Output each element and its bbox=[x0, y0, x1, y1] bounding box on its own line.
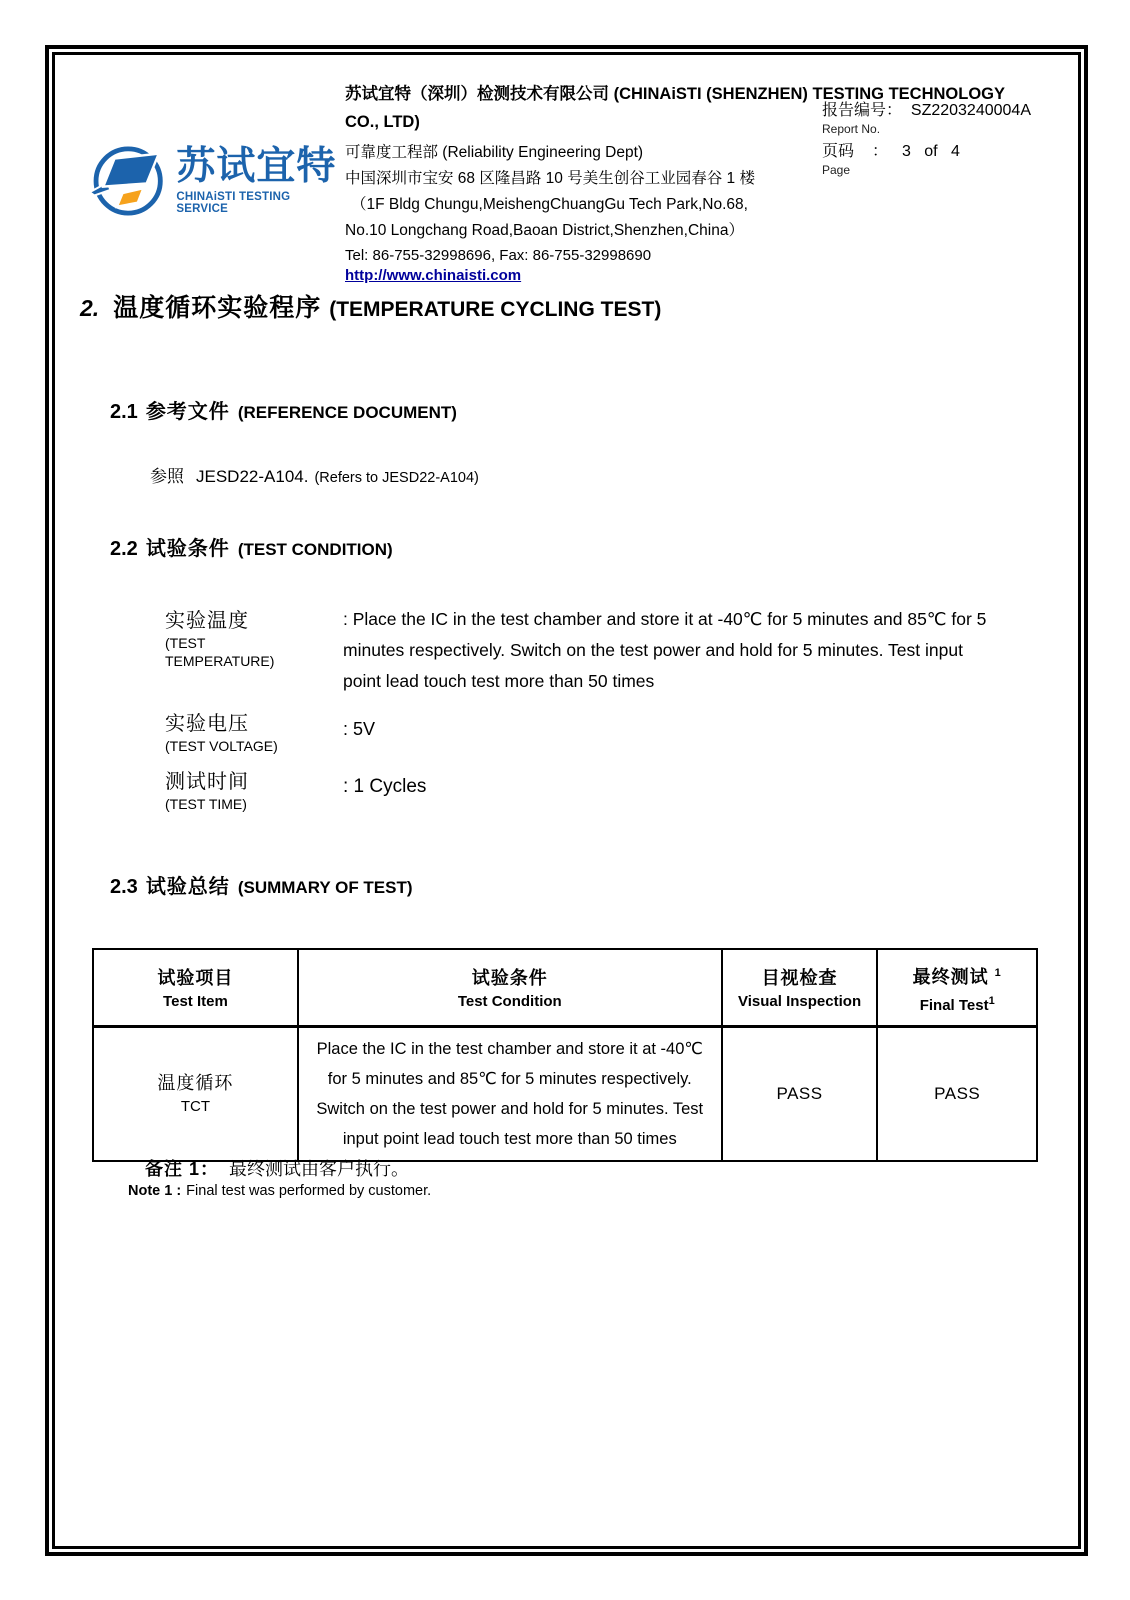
section-title-2-2 bbox=[110, 532, 393, 561]
logo-cn-name: 苏试宜特 bbox=[176, 145, 337, 189]
note-text-cn: 最终测试由客户执行。 bbox=[229, 1159, 410, 1179]
header-visual-inspection bbox=[722, 949, 878, 1027]
section-title-en: (TEST CONDITION) bbox=[237, 540, 393, 559]
reference-label: 参照 bbox=[150, 467, 184, 486]
header-final-test bbox=[877, 949, 1037, 1027]
section-title-en: (TEMPERATURE CYCLING TEST) bbox=[329, 298, 662, 321]
logo-en-name: CHINAiSTI TESTING SERVICE bbox=[176, 190, 291, 215]
condition-label-en: (TEST VOLTAGE) bbox=[165, 738, 278, 754]
report-meta bbox=[822, 100, 1062, 178]
header-en: Test Condition bbox=[457, 992, 562, 1010]
address-en-line2: No.10 Longchang Road,Baoan District,Shenzhen,China） bbox=[345, 222, 744, 239]
test-conditions bbox=[165, 608, 995, 827]
logo-swoosh-icon bbox=[88, 136, 168, 226]
test-item-cn: 温度循环 bbox=[157, 1073, 234, 1093]
header-cn: 最终测试 $^1$ bbox=[912, 967, 1002, 987]
address-en-line1: （1F Bldg Chungu,MeishengChuangGu Tech Park,No.68, bbox=[351, 196, 748, 213]
condition-label-en: (TEST TEMPERATURE) bbox=[165, 635, 275, 669]
reference-document-line bbox=[150, 462, 479, 487]
table-row bbox=[93, 1027, 1037, 1162]
section-number: 2.1 bbox=[110, 401, 138, 423]
note-label-cn: 备注 1： bbox=[145, 1159, 220, 1179]
condition-label-cn: 实验温度 bbox=[165, 610, 249, 632]
condition-label bbox=[165, 711, 343, 755]
page-value: 3 of 4 bbox=[902, 143, 960, 160]
header-en: Visual Inspection bbox=[738, 992, 862, 1010]
page-number bbox=[822, 140, 1062, 163]
section-title-2-1 bbox=[110, 395, 457, 424]
reference-standard: JESD22-A104. bbox=[196, 467, 309, 486]
summary-table bbox=[92, 948, 1038, 1162]
section-title-cn: 试验条件 bbox=[145, 538, 230, 560]
condition-value: : 5V bbox=[343, 719, 376, 739]
cell-test-condition: Place the IC in the test chamber and store it at -40℃ for 5 minutes and 85℃ for 5 minutes respectively. Switch on the test power and hold for 5 minutes. Test input point lead touch test more than 50 times bbox=[298, 1027, 722, 1162]
logo-text bbox=[176, 146, 338, 215]
header-cn: 目视检查 bbox=[761, 967, 838, 988]
note-text-en: Final test was performed by customer. bbox=[186, 1183, 432, 1199]
cell-test-item bbox=[93, 1027, 298, 1162]
report-number-label-en: Report No. bbox=[822, 122, 881, 136]
condition-row-temperature bbox=[165, 608, 995, 697]
section-title-en: (REFERENCE DOCUMENT) bbox=[237, 403, 457, 422]
company-logo bbox=[88, 133, 338, 228]
address-cn: 中国深圳市宝安 68 区隆昌路 10 号美生创谷工业园春谷 1 楼 bbox=[345, 170, 755, 187]
condition-value: : 1 Cycles bbox=[343, 776, 427, 797]
footnote-ref: 1 bbox=[988, 995, 995, 1007]
condition-row-time bbox=[165, 769, 995, 813]
reference-en: (Refers to JESD22-A104) bbox=[314, 470, 479, 486]
section-title-2-3 bbox=[110, 870, 413, 899]
header-cn: 试验条件 bbox=[471, 967, 548, 988]
section-title-2 bbox=[80, 288, 661, 324]
report-number: 报告编号： SZ2203240004A bbox=[822, 102, 1031, 119]
condition-label bbox=[165, 769, 343, 813]
tel-fax-line: Tel: 86-755-32998696, Fax: 86-755-32998690 bbox=[345, 247, 652, 264]
website-link[interactable]: http://www.chinaisti.com bbox=[345, 267, 522, 284]
header-test-condition bbox=[298, 949, 722, 1027]
cell-visual-inspection-result: PASS bbox=[722, 1027, 878, 1162]
section-title-cn: 参考文件 bbox=[145, 401, 230, 423]
section-number: 2.2 bbox=[110, 538, 138, 560]
condition-row-voltage bbox=[165, 711, 995, 755]
page-label-cn: 页码 bbox=[822, 143, 855, 160]
test-item-en: TCT bbox=[180, 1098, 210, 1115]
note-line-cn bbox=[145, 1155, 409, 1181]
note-label-en: Note 1 : bbox=[128, 1183, 182, 1199]
condition-label-cn: 实验电压 bbox=[165, 713, 249, 735]
condition-label-en: (TEST TIME) bbox=[165, 796, 247, 812]
section-title-cn: 温度循环实验程序 bbox=[113, 294, 322, 322]
header-test-item bbox=[93, 949, 298, 1027]
page-separator: ： bbox=[872, 143, 889, 160]
section-number: 2.3 bbox=[110, 876, 138, 898]
department-line: 可靠度工程部 (Reliability Engineering Dept) bbox=[345, 144, 644, 161]
table-header-row bbox=[93, 949, 1037, 1027]
section-number: 2. bbox=[80, 295, 100, 321]
company-name: 苏试宜特（深圳）检测技术有限公司 (CHINAiSTI (SHENZHEN) TESTING TECHNOLOGY CO., LTD) bbox=[345, 85, 1005, 131]
section-title-cn: 试验总结 bbox=[145, 876, 230, 898]
section-title-en: (SUMMARY OF TEST) bbox=[237, 878, 413, 897]
page-label-en: Page bbox=[822, 163, 851, 177]
header-cn: 试验项目 bbox=[157, 967, 234, 988]
cell-final-test-result: PASS bbox=[877, 1027, 1037, 1162]
header-en: Final Test$^1$ bbox=[919, 995, 995, 1014]
note-line-en bbox=[128, 1183, 431, 1199]
footnote-ref: 1 bbox=[994, 967, 1002, 979]
condition-label-cn: 测试时间 bbox=[165, 771, 249, 793]
condition-label bbox=[165, 608, 343, 697]
condition-value: : Place the IC in the test chamber and store it at -40℃ for 5 minutes and 85℃ for 5 minutes respectively. Switch on the test power and hold for 5 minutes. Test input point lead touch test more than 50 times bbox=[343, 609, 987, 691]
header-en: Test Item bbox=[163, 992, 228, 1010]
